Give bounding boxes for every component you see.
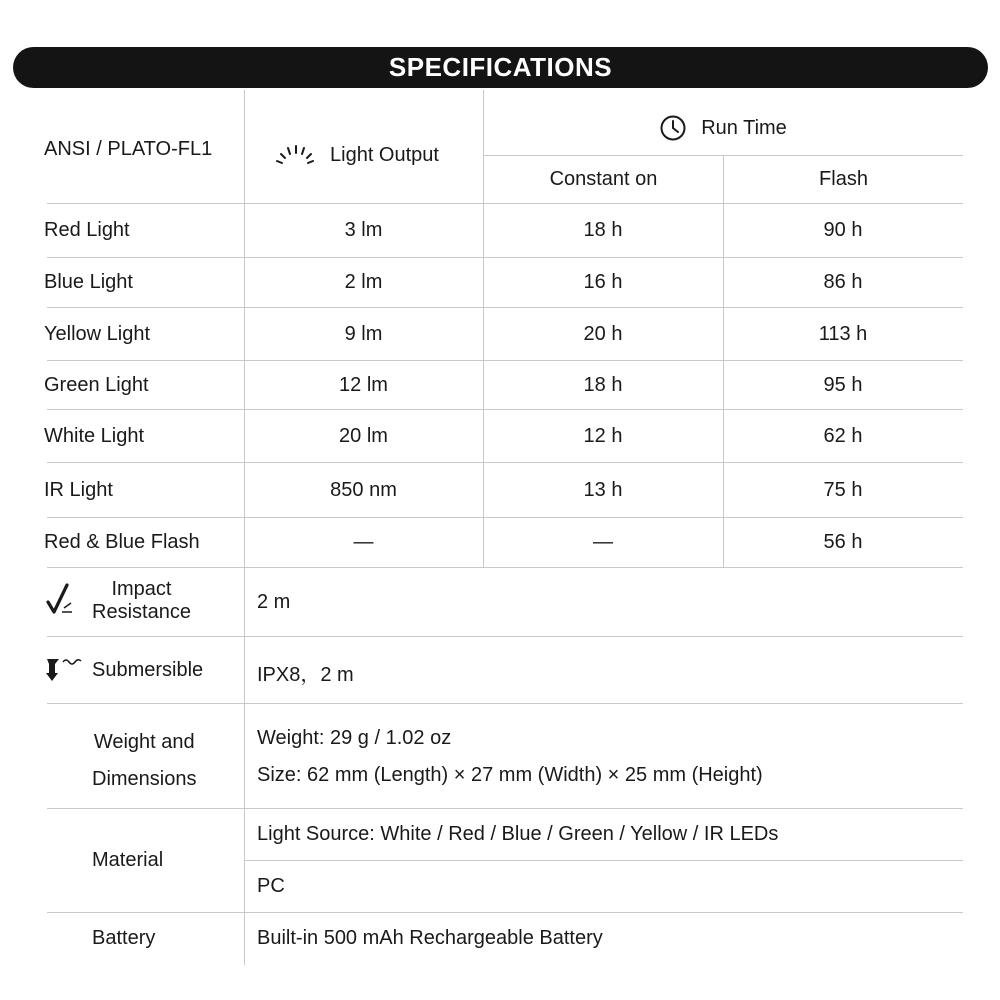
clock-icon — [659, 114, 687, 142]
constant-value: 18 h — [583, 373, 623, 396]
material-label: Material — [92, 849, 164, 871]
output-value: 20 lm — [339, 424, 388, 447]
impact-value: 2 m — [257, 590, 291, 613]
flash-value: 62 h — [823, 424, 863, 447]
run-time-header: Run Time — [483, 107, 963, 149]
page-title: SPECIFICATIONS — [388, 52, 613, 82]
constant-on-header: Constant on — [549, 168, 658, 190]
mode-label: White Light — [44, 424, 145, 447]
constant-value: 13 h — [583, 478, 623, 501]
size-value: Size: 62 mm (Length) × 27 mm (Width) × 25 mm (Height) — [257, 763, 763, 786]
output-value: 12 lm — [339, 373, 388, 396]
constant-value: 18 h — [583, 219, 623, 241]
mode-label: Blue Light — [44, 271, 133, 293]
mode-label: Red & Blue Flash — [44, 531, 200, 553]
mode-label: Red Light — [44, 219, 130, 241]
flash-value: 113 h — [818, 322, 868, 345]
specifications-banner — [13, 47, 988, 88]
body-material-value: PC — [257, 875, 285, 897]
divider — [47, 567, 963, 568]
flash-value: 90 h — [823, 219, 863, 241]
weight-value: Weight: 29 g / 1.02 oz — [257, 726, 452, 749]
flash-header: Flash — [819, 168, 868, 190]
constant-value: 16 h — [583, 271, 623, 293]
submersible-icon — [44, 655, 84, 683]
light-burst-icon — [274, 142, 316, 168]
flash-value: 95 h — [823, 373, 863, 396]
impact-label: Impact Resistance — [92, 578, 191, 623]
constant-value: 12 h — [583, 424, 623, 447]
flash-value: 75 h — [823, 478, 863, 501]
weight-label: Weight and Dimensions — [92, 731, 197, 790]
constant-value: — — [593, 531, 613, 553]
light-output-header: Light Output — [274, 134, 439, 176]
output-value: 850 nm — [330, 478, 397, 501]
mode-label: Green Light — [44, 373, 149, 396]
light-source-value: Light Source: White / Red / Blue / Green / Yellow / IR LEDs — [257, 823, 779, 845]
output-value: 3 lm — [344, 219, 383, 241]
divider — [244, 860, 963, 861]
mode-label: IR Light — [44, 478, 113, 501]
standard-label: ANSI / PLATO-FL1 — [44, 137, 213, 160]
mode-label: Yellow Light — [44, 322, 151, 345]
impact-check-icon — [45, 582, 77, 616]
constant-value: 20 h — [583, 322, 623, 345]
output-value: — — [353, 531, 374, 553]
divider — [47, 703, 963, 704]
submersible-value: IPX8，2 m — [257, 663, 354, 686]
output-value: 9 lm — [344, 322, 383, 345]
battery-value: Built-in 500 mAh Rechargeable Battery — [257, 926, 603, 949]
battery-label: Battery — [92, 926, 156, 949]
flash-value: 86 h — [823, 271, 863, 293]
submersible-label: Submersible — [92, 658, 204, 681]
flash-value: 56 h — [823, 531, 863, 553]
output-value: 2 lm — [344, 271, 383, 293]
